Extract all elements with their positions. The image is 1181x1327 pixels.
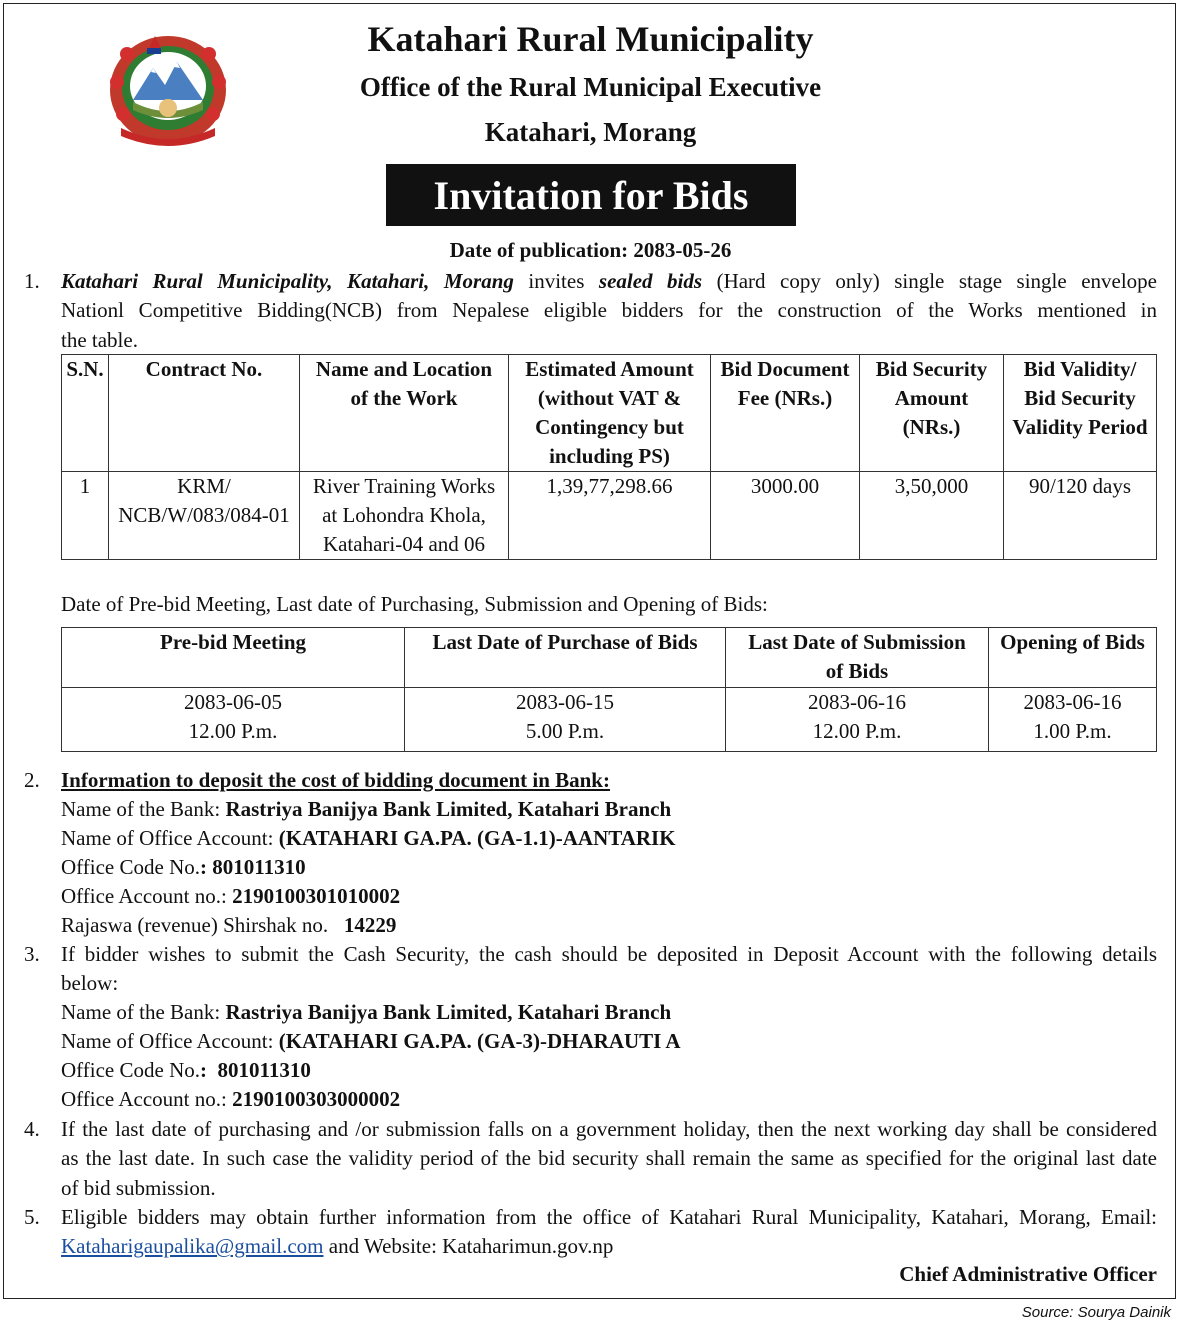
header-opening: Opening of Bids [989, 628, 1157, 688]
dates-table [61, 627, 1157, 752]
item-1-emphasis: sealed bids [598, 269, 703, 293]
cell-bid-validity: 90/120 days [1004, 472, 1157, 560]
account-number-line: Office Account no.: 2190100301010002 [61, 884, 401, 908]
header-prebid: Pre-bid Meeting [62, 628, 405, 688]
item-number: 5. [24, 1205, 40, 1229]
office-code-line: Office Code No.: 801011310 [61, 1058, 311, 1082]
item-1-text-part: (Hard copy only) single stage single envelope [702, 269, 1158, 293]
item-3-text: If bidder wishes to submit the Cash Security, the cash should be deposited in Deposit Account with the following details below: [61, 942, 1157, 996]
header-document-fee: Bid Document Fee (NRs.) [711, 355, 860, 472]
cell-document-fee: 3000.00 [711, 472, 860, 560]
bank-name-line: Name of the Bank: Rastriya Banijya Bank Limited, Katahari Branch [61, 1000, 672, 1024]
header-submission: Last Date of Submission of Bids [726, 628, 989, 688]
cell-submission: 2083-06-16 12.00 P.m. [726, 688, 989, 752]
table-header-row [62, 355, 1157, 472]
works-table [61, 354, 1157, 560]
item-1-text-part: invites [513, 269, 599, 293]
header-sn: S.N. [62, 355, 109, 472]
organization-title: Katahari Rural Municipality [367, 19, 814, 59]
account-number-line: Office Account no.: 2190100303000002 [61, 1087, 401, 1111]
publication-date: Date of publication: 2083-05-26 [449, 238, 732, 262]
revenue-line: Rajaswa (revenue) Shirshak no. 14229 [61, 913, 397, 937]
account-name-line: Name of Office Account: (KATAHARI GA.PA. (GA-3)-DHARAUTI A [61, 1029, 681, 1053]
table-row [62, 472, 1157, 560]
office-title: Office of the Rural Municipal Executive [359, 72, 822, 102]
signer-title: Chief Administrative Officer [899, 1262, 1157, 1286]
cell-contract-no: KRM/ NCB/W/083/084-01 [109, 472, 300, 560]
item-4-text: If the last date of purchasing and /or submission falls on a government holiday, then the next working day shall be considered as the last date. In such case the validity period of the bid security shall remain the same as specified for the original last date of bid submission. [61, 1117, 1157, 1200]
item-5-text: Eligible bidders may obtain further information from the office of Katahari Rural Municipality, Katahari, Morang, Email: Kataharigaupalika@gmail.com and Website: Kataharimun.gov.np [61, 1205, 1157, 1259]
cell-prebid: 2083-06-05 12.00 P.m. [62, 688, 405, 752]
item-1-text [61, 267, 1157, 355]
dates-intro: Date of Pre-bid Meeting, Last date of Purchasing, Submission and Opening of Bids: [61, 592, 768, 616]
item-number: 4. [24, 1117, 40, 1141]
cell-sn: 1 [62, 472, 109, 560]
office-code-line: Office Code No.: 801011310 [61, 855, 306, 879]
item-number: 3. [24, 942, 40, 966]
bank-info-heading: Information to deposit the cost of bidding document in Bank: [61, 768, 610, 792]
cell-estimated-amount: 1,39,77,298.66 [509, 472, 711, 560]
cell-purchase: 2083-06-15 5.00 P.m. [405, 688, 726, 752]
email-link[interactable]: Kataharigaupalika@gmail.com [61, 1234, 324, 1259]
item-1-line: Nationl Competitive Bidding(NCB) from Nepalese eligible bidders for the construction of the Works mentioned in [61, 298, 1157, 323]
location-title: Katahari, Morang [484, 117, 697, 147]
header-bid-security: Bid Security Amount (NRs.) [860, 355, 1004, 472]
cell-bid-security: 3,50,000 [860, 472, 1004, 560]
header-contract-no: Contract No. [109, 355, 300, 472]
account-name-line: Name of Office Account: (KATAHARI GA.PA. (GA-1.1)-AANTARIK [61, 826, 676, 850]
item-number: 2. [24, 768, 40, 792]
header-purchase: Last Date of Purchase of Bids [405, 628, 726, 688]
cell-work-name: River Training Works at Lohondra Khola, Katahari-04 and 06 [300, 472, 509, 560]
bank-name-line: Name of the Bank: Rastriya Banijya Bank Limited, Katahari Branch [61, 797, 672, 821]
item-1-lead: Katahari Rural Municipality, Katahari, Morang [61, 269, 514, 293]
item-1-line [61, 267, 1157, 296]
table-header-row [62, 628, 1157, 688]
source-credit: Source: Sourya Dainik [1021, 1304, 1171, 1321]
table-row [62, 688, 1157, 752]
cell-opening: 2083-06-16 1.00 P.m. [989, 688, 1157, 752]
item-1-line: the table. [61, 327, 138, 352]
header-bid-validity: Bid Validity/ Bid Security Validity Period [1004, 355, 1157, 472]
header-name-location: Name and Location of the Work [300, 355, 509, 472]
invitation-banner: Invitation for Bids [386, 164, 796, 226]
website-text: and Website: Kataharimun.gov.np [323, 1234, 614, 1259]
header-estimated-amount: Estimated Amount (without VAT & Contingency but including PS) [509, 355, 711, 472]
item-number: 1. [24, 269, 40, 293]
